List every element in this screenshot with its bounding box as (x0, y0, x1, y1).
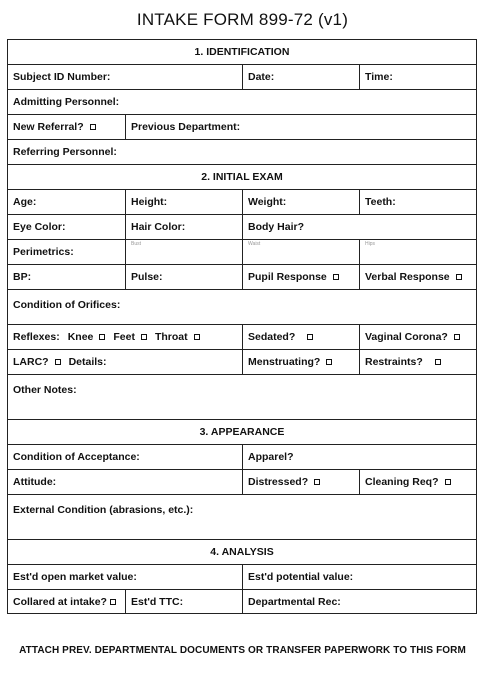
section-header-identification (8, 39, 476, 64)
section-title: 2. INITIAL EXAM (201, 171, 283, 183)
knee-checkbox[interactable] (99, 334, 105, 340)
verbal-response-checkbox[interactable] (456, 274, 462, 280)
feet-checkbox[interactable] (141, 334, 147, 340)
previous-department-field[interactable]: Previous Department: (125, 115, 476, 139)
hair-color-field[interactable]: Hair Color: (125, 215, 242, 239)
cleaning-field[interactable] (359, 470, 476, 494)
age-field[interactable]: Age: (13, 196, 37, 208)
form-row (8, 64, 476, 89)
collared-checkbox[interactable] (110, 599, 116, 605)
section-title: 1. IDENTIFICATION (194, 46, 290, 58)
attitude-field[interactable]: Attitude: (13, 476, 57, 488)
new-referral-field[interactable] (8, 115, 125, 139)
larc-checkbox[interactable] (55, 359, 61, 365)
form-row (8, 349, 476, 374)
form-row (8, 189, 476, 214)
pupil-response-checkbox[interactable] (333, 274, 339, 280)
distressed-field[interactable] (242, 470, 359, 494)
departmental-rec-field[interactable]: Departmental Rec: (242, 590, 476, 613)
form-row (8, 324, 476, 349)
hips-sublabel: Hips (365, 241, 376, 247)
height-field[interactable]: Height: (125, 190, 242, 214)
form-row (8, 214, 476, 239)
form-row (8, 289, 476, 324)
knee-label: Knee (67, 331, 94, 343)
vaginal-corona-field[interactable] (359, 325, 476, 349)
waist-field[interactable] (242, 240, 359, 264)
admitting-personnel-field[interactable]: Admitting Personnel: (13, 96, 120, 108)
restraints-checkbox[interactable] (435, 359, 441, 365)
new-referral-checkbox[interactable] (90, 124, 96, 130)
cleaning-checkbox[interactable] (445, 479, 451, 485)
larc-field[interactable] (8, 350, 242, 374)
form-row (8, 494, 476, 539)
throat-label: Throat (154, 331, 188, 343)
form-row (8, 589, 476, 614)
referring-personnel-field[interactable]: Referring Personnel: (13, 146, 117, 158)
other-notes-field[interactable]: Other Notes: (13, 384, 77, 396)
sedated-field[interactable] (242, 325, 359, 349)
bust-field[interactable] (125, 240, 242, 264)
distressed-checkbox[interactable] (314, 479, 320, 485)
teeth-field[interactable]: Teeth: (359, 190, 476, 214)
sedated-checkbox[interactable] (307, 334, 313, 340)
eye-color-field[interactable]: Eye Color: (13, 221, 66, 233)
waist-sublabel: Waist (248, 241, 261, 247)
section-header-initial-exam (8, 164, 476, 189)
verbal-response-label: Verbal Response (365, 271, 450, 283)
menstruating-checkbox[interactable] (326, 359, 332, 365)
verbal-response-field[interactable] (359, 265, 476, 289)
form-row (8, 564, 476, 589)
hips-field[interactable] (359, 240, 476, 264)
potential-value-field[interactable]: Est'd potential value: (242, 565, 476, 589)
details-label: Details: (68, 356, 107, 368)
sedated-label: Sedated? (248, 331, 296, 343)
form-row (8, 264, 476, 289)
form-row (8, 114, 476, 139)
vaginal-corona-checkbox[interactable] (454, 334, 460, 340)
throat-checkbox[interactable] (194, 334, 200, 340)
external-condition-field[interactable]: External Condition (abrasions, etc.): (13, 504, 194, 516)
reflexes-field[interactable] (8, 325, 242, 349)
apparel-field[interactable]: Apparel? (242, 445, 476, 469)
restraints-label: Restraints? (365, 356, 423, 368)
form-row (8, 239, 476, 264)
feet-label: Feet (113, 331, 135, 343)
intake-form-table (7, 39, 477, 614)
menstruating-label: Menstruating? (248, 356, 321, 368)
footer-instruction: ATTACH PREV. DEPARTMENTAL DOCUMENTS OR TRANSFER PAPERWORK TO THIS FORM (19, 645, 466, 656)
body-hair-field[interactable]: Body Hair? (242, 215, 476, 239)
section-title: 4. ANALYSIS (210, 546, 274, 558)
open-market-value-field[interactable]: Est'd open market value: (13, 571, 137, 583)
distressed-label: Distressed? (248, 476, 309, 488)
form-title: INTAKE FORM 899-72 (v1) (136, 10, 349, 29)
restraints-field[interactable] (359, 350, 476, 374)
cleaning-label: Cleaning Req? (365, 476, 439, 488)
ttc-field[interactable]: Est'd TTC: (125, 590, 242, 613)
orifices-field[interactable]: Condition of Orifices: (13, 299, 121, 311)
new-referral-label: New Referral? (13, 121, 84, 133)
subject-id-field[interactable]: Subject ID Number: (13, 71, 111, 83)
pupil-response-field[interactable] (242, 265, 359, 289)
section-title: 3. APPEARANCE (199, 426, 285, 438)
collared-field[interactable] (8, 590, 125, 613)
form-row (8, 139, 476, 164)
pulse-field[interactable]: Pulse: (125, 265, 242, 289)
date-field[interactable]: Date: (242, 65, 359, 89)
form-row (8, 89, 476, 114)
weight-field[interactable]: Weight: (242, 190, 359, 214)
section-header-analysis (8, 539, 476, 564)
bust-sublabel: Bust (131, 241, 142, 247)
acceptance-field[interactable]: Condition of Acceptance: (13, 451, 140, 463)
vaginal-corona-label: Vaginal Corona? (365, 331, 448, 343)
time-field[interactable]: Time: (359, 65, 476, 89)
menstruating-field[interactable] (242, 350, 359, 374)
pupil-response-label: Pupil Response (248, 271, 327, 283)
collared-label: Collared at intake? (13, 595, 107, 608)
section-header-appearance (8, 419, 476, 444)
form-row (8, 374, 476, 419)
perimetrics-label: Perimetrics: (13, 246, 74, 258)
reflexes-label: Reflexes: (13, 331, 60, 343)
larc-label: LARC? (13, 356, 49, 368)
form-row (8, 444, 476, 469)
bp-field[interactable]: BP: (13, 271, 32, 283)
form-row (8, 469, 476, 494)
